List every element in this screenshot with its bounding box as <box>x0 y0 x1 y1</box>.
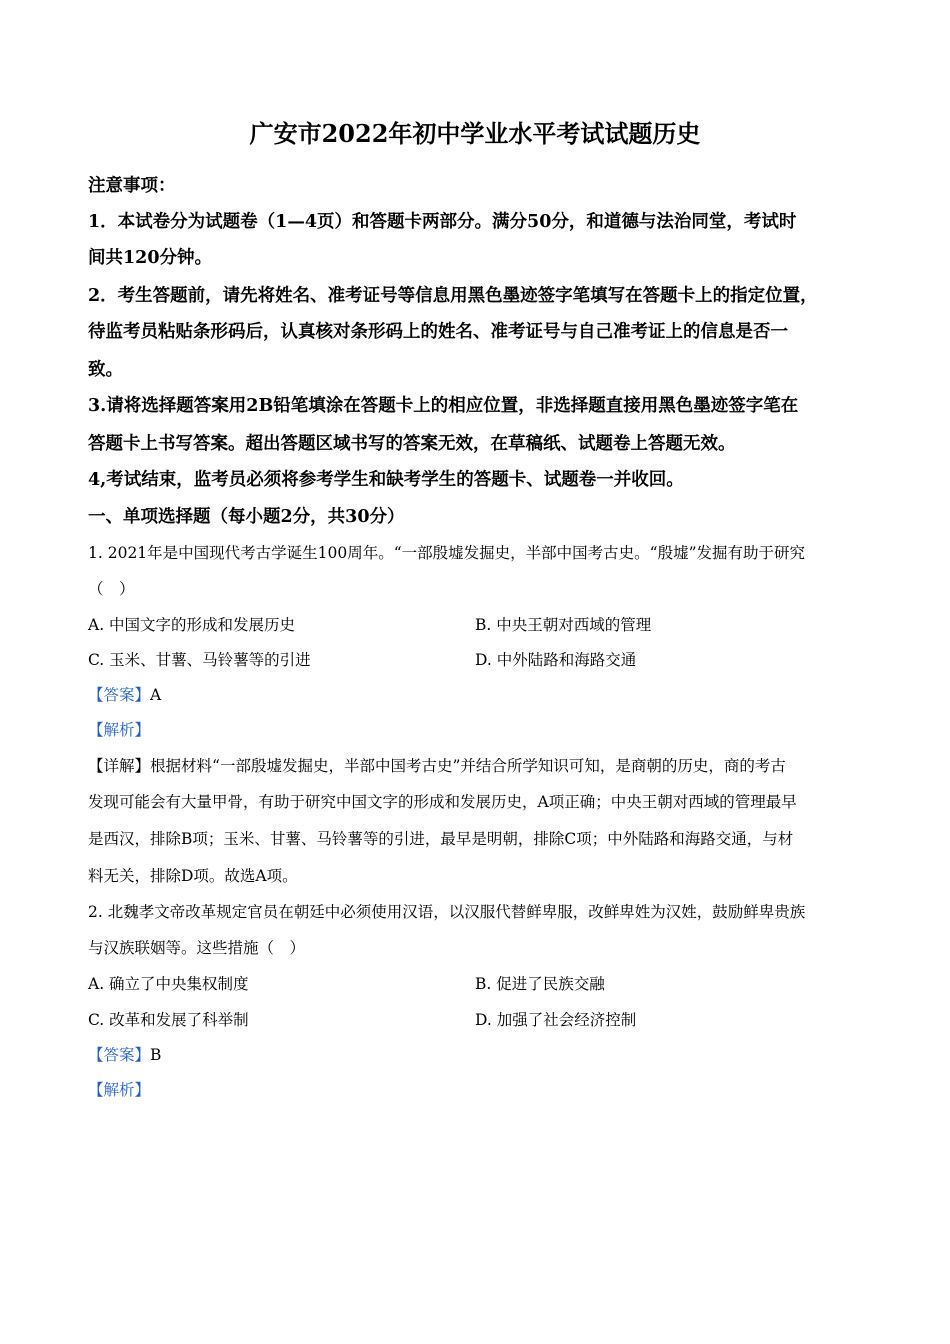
notice-line: 答题卡上书写答案。超出答题区域书写的答案无效，在草稿纸、试题卷上答题无效。 <box>88 434 736 454</box>
question-1-option-c: C. 玉米、甘薯、马铃薯等的引进 <box>88 651 311 669</box>
question-1-detail: 料无关，排除D项。故选A项。 <box>88 867 298 885</box>
answer-value: A <box>150 686 162 704</box>
answer-tag: 【答案】 <box>88 1046 151 1064</box>
question-2-stem: 2. 北魏孝文帝改革规定官员在朝廷中必须使用汉语，以汉服代替鲜卑服，改鲜卑姓为汉姓，鼓励鲜卑贵族 <box>88 903 806 921</box>
notice-line: 4,考试结束，监考员必须将参考学生和缺考学生的答题卡、试题卷一并收回。 <box>88 470 684 490</box>
notice-line: 间共120分钟。 <box>88 248 213 268</box>
question-1-stem: 1. 2021年是中国现代考古学诞生100周年。“一部殷墟发掘史，半部中国考古史。“殷墟”发掘有助于研究 <box>88 544 806 562</box>
notice-line: 待监考员粘贴条形码后，认真核对条形码上的姓名、准考证号与自己准考证上的信息是否一 <box>88 322 788 342</box>
detail-tag: 【详解】 <box>88 757 151 775</box>
notice-line: 1．本试卷分为试题卷（1—4页）和答题卡两部分。满分50分，和道德与法治同堂，考试时 <box>88 212 797 232</box>
question-2-option-a: A. 确立了中央集权制度 <box>88 975 249 993</box>
question-1-stem: （ ） <box>88 580 135 598</box>
notice-line: 致。 <box>88 360 123 380</box>
question-1-detail: 是西汉，排除B项；玉米、甘薯、马铃薯等的引进，最早是明朝，排除C项；中外陆路和海路交通，与材 <box>88 830 794 848</box>
question-2-option-c: C. 改革和发展了科举制 <box>88 1011 249 1029</box>
question-2-stem: 与汉族联姻等。这些措施（ ） <box>88 939 306 957</box>
question-1-option-d: D. 中外陆路和海路交通 <box>475 651 637 669</box>
question-2-option-b: B. 促进了民族交融 <box>475 975 605 993</box>
notice-line: 2．考生答题前，请先将姓名、准考证号等信息用黑色墨迹签字笔填写在答题卡上的指定位置， <box>88 286 818 306</box>
notice-line: 3.请将选择题答案用2B铅笔填涂在答题卡上的相应位置，非选择题直接用黑色墨迹签字笔在 <box>88 396 799 416</box>
section-heading: 一、单项选择题（每小题2分，共30分） <box>88 507 405 527</box>
question-1-answer <box>88 683 161 707</box>
question-1-analysis-tag: 【解析】 <box>88 721 151 739</box>
answer-value: B <box>150 1046 162 1064</box>
question-1-detail <box>88 754 786 778</box>
answer-tag: 【答案】 <box>88 686 151 704</box>
question-2-answer <box>88 1043 161 1067</box>
detail-text: 根据材料“一部殷墟发掘史，半部中国考古史”并结合所学知识可知，是商朝的历史，商的考古 <box>150 757 786 775</box>
question-1-detail: 发现可能会有大量甲骨，有助于研究中国文字的形成和发展历史，A项正确；中央王朝对西域的管理最早 <box>88 793 797 811</box>
question-2-analysis-tag: 【解析】 <box>88 1081 151 1099</box>
question-1-option-a: A. 中国文字的形成和发展历史 <box>88 616 296 634</box>
page-title: 广安市2022年初中学业水平考试试题历史 <box>249 119 701 148</box>
question-1-option-b: B. 中央王朝对西域的管理 <box>475 616 652 634</box>
question-2-option-d: D. 加强了社会经济控制 <box>475 1011 637 1029</box>
notice-heading: 注意事项： <box>88 176 176 196</box>
